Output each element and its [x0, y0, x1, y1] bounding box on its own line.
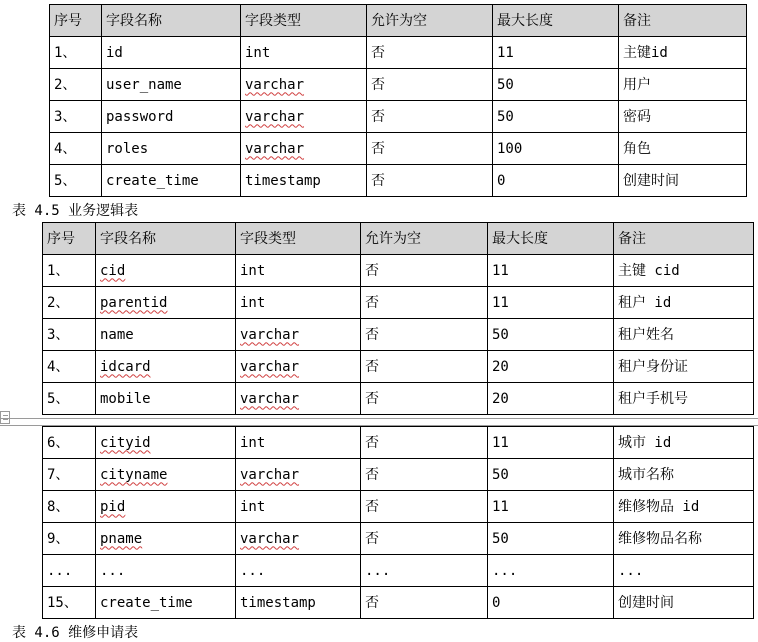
cell: 11	[488, 491, 614, 523]
header-cell: 序号	[43, 223, 96, 255]
cell: create_time	[102, 165, 241, 197]
header-row	[50, 5, 747, 37]
cell: 3、	[43, 319, 96, 351]
cell: int	[236, 427, 361, 459]
header-cell: 序号	[50, 5, 102, 37]
table-user	[49, 4, 747, 197]
cell-text: varchar	[240, 530, 300, 547]
cell	[236, 351, 361, 383]
cell: 0	[488, 587, 614, 619]
cell: 否	[367, 101, 493, 133]
cell: 租户 id	[614, 287, 754, 319]
cell: 否	[361, 587, 488, 619]
header-cell: 备注	[614, 223, 754, 255]
cell	[241, 101, 367, 133]
cell: 20	[488, 383, 614, 415]
header-cell: 允许为空	[367, 5, 493, 37]
cell: 50	[488, 459, 614, 491]
cell: timestamp	[236, 587, 361, 619]
cell	[96, 255, 236, 287]
cell: 5、	[50, 165, 102, 197]
cell	[236, 319, 361, 351]
table-row	[43, 459, 754, 491]
cell: ...	[236, 555, 361, 587]
cell: 否	[361, 255, 488, 287]
cell: 用户	[619, 69, 747, 101]
table-row	[43, 287, 754, 319]
cell-text: varchar	[240, 390, 300, 407]
cell: 20	[488, 351, 614, 383]
cell-text: varchar	[245, 108, 305, 125]
cell: 4、	[43, 351, 96, 383]
cell	[236, 459, 361, 491]
cell: 6、	[43, 427, 96, 459]
cell: 11	[488, 427, 614, 459]
table-caption: 表 4.6 维修申请表	[12, 625, 139, 641]
cell: 11	[488, 287, 614, 319]
cell: 密码	[619, 101, 747, 133]
header-cell: 最大长度	[493, 5, 619, 37]
cell: 角色	[619, 133, 747, 165]
cell: int	[236, 491, 361, 523]
cell: 否	[361, 351, 488, 383]
cell	[96, 287, 236, 319]
table-row	[43, 491, 754, 523]
cell-text: pname	[100, 530, 143, 547]
cell-text: varchar	[240, 466, 300, 483]
cell: 50	[493, 101, 619, 133]
cell: 否	[361, 427, 488, 459]
cell: 1、	[43, 255, 96, 287]
table-row	[50, 69, 747, 101]
cell: 5、	[43, 383, 96, 415]
header-cell: 字段名称	[102, 5, 241, 37]
cell-text: pid	[100, 498, 126, 515]
cell-text: cityname	[100, 466, 168, 483]
table-row	[43, 255, 754, 287]
cell: 租户身份证	[614, 351, 754, 383]
cell: create_time	[96, 587, 236, 619]
cell: 否	[367, 69, 493, 101]
cell: name	[96, 319, 236, 351]
cell: 7、	[43, 459, 96, 491]
cell: 否	[361, 319, 488, 351]
cell	[241, 133, 367, 165]
cell: 维修物品名称	[614, 523, 754, 555]
cell: int	[236, 287, 361, 319]
cell: 否	[361, 383, 488, 415]
header-cell: 字段名称	[96, 223, 236, 255]
cell-text: parentid	[100, 294, 168, 311]
cell: 2、	[50, 69, 102, 101]
cell: 城市名称	[614, 459, 754, 491]
table-business	[42, 222, 754, 415]
cell: 城市 id	[614, 427, 754, 459]
cell: 50	[493, 69, 619, 101]
cell: 创建时间	[619, 165, 747, 197]
cell: 否	[361, 491, 488, 523]
cell: 租户姓名	[614, 319, 754, 351]
header-cell: 备注	[619, 5, 747, 37]
table-row	[43, 427, 754, 459]
cell-text: varchar	[240, 326, 300, 343]
cell: 否	[361, 459, 488, 491]
cell: 否	[361, 287, 488, 319]
cell: ...	[361, 555, 488, 587]
cell: int	[241, 37, 367, 69]
cell: 8、	[43, 491, 96, 523]
cell: 租户手机号	[614, 383, 754, 415]
header-cell: 字段类型	[241, 5, 367, 37]
cell	[96, 427, 236, 459]
cell-text: cid	[100, 262, 126, 279]
cell	[96, 491, 236, 523]
table-business-continued	[42, 426, 754, 619]
cell: 否	[367, 37, 493, 69]
table-row	[43, 555, 754, 587]
cell-text: cityid	[100, 434, 151, 451]
table-row	[43, 383, 754, 415]
cell: mobile	[96, 383, 236, 415]
table-row	[50, 101, 747, 133]
header-row	[43, 223, 754, 255]
cell	[96, 459, 236, 491]
table-row	[50, 165, 747, 197]
cell: 0	[493, 165, 619, 197]
cell: 主键 cid	[614, 255, 754, 287]
table-row	[43, 523, 754, 555]
cell: 维修物品 id	[614, 491, 754, 523]
cell: int	[236, 255, 361, 287]
cell-text: varchar	[240, 358, 300, 375]
cell: timestamp	[241, 165, 367, 197]
cell: 11	[488, 255, 614, 287]
page-break	[0, 418, 758, 426]
cell: 否	[367, 133, 493, 165]
cell	[236, 383, 361, 415]
cell	[96, 523, 236, 555]
cell: password	[102, 101, 241, 133]
cell: 2、	[43, 287, 96, 319]
cell: 3、	[50, 101, 102, 133]
cell: 50	[488, 319, 614, 351]
cell	[236, 523, 361, 555]
cell	[241, 69, 367, 101]
table-row	[43, 351, 754, 383]
cell: 4、	[50, 133, 102, 165]
cell: 100	[493, 133, 619, 165]
cell-text: varchar	[245, 76, 305, 93]
header-cell: 允许为空	[361, 223, 488, 255]
cell-text: idcard	[100, 358, 151, 375]
cell: ...	[614, 555, 754, 587]
cell: user_name	[102, 69, 241, 101]
cell: 主键id	[619, 37, 747, 69]
cell	[96, 351, 236, 383]
header-cell: 字段类型	[236, 223, 361, 255]
cell: 50	[488, 523, 614, 555]
cell: 1、	[50, 37, 102, 69]
table-row	[50, 37, 747, 69]
table-row	[43, 587, 754, 619]
cell-text: varchar	[245, 140, 305, 157]
table-row	[50, 133, 747, 165]
cell: id	[102, 37, 241, 69]
cell: 否	[367, 165, 493, 197]
cell: ...	[96, 555, 236, 587]
table-row	[43, 319, 754, 351]
table-caption: 表 4.5 业务逻辑表	[12, 203, 139, 219]
cell: 否	[361, 523, 488, 555]
cell: ...	[43, 555, 96, 587]
cell: 11	[493, 37, 619, 69]
cell: 创建时间	[614, 587, 754, 619]
cell: ...	[488, 555, 614, 587]
cell: 15、	[43, 587, 96, 619]
cell: roles	[102, 133, 241, 165]
header-cell: 最大长度	[488, 223, 614, 255]
cell: 9、	[43, 523, 96, 555]
